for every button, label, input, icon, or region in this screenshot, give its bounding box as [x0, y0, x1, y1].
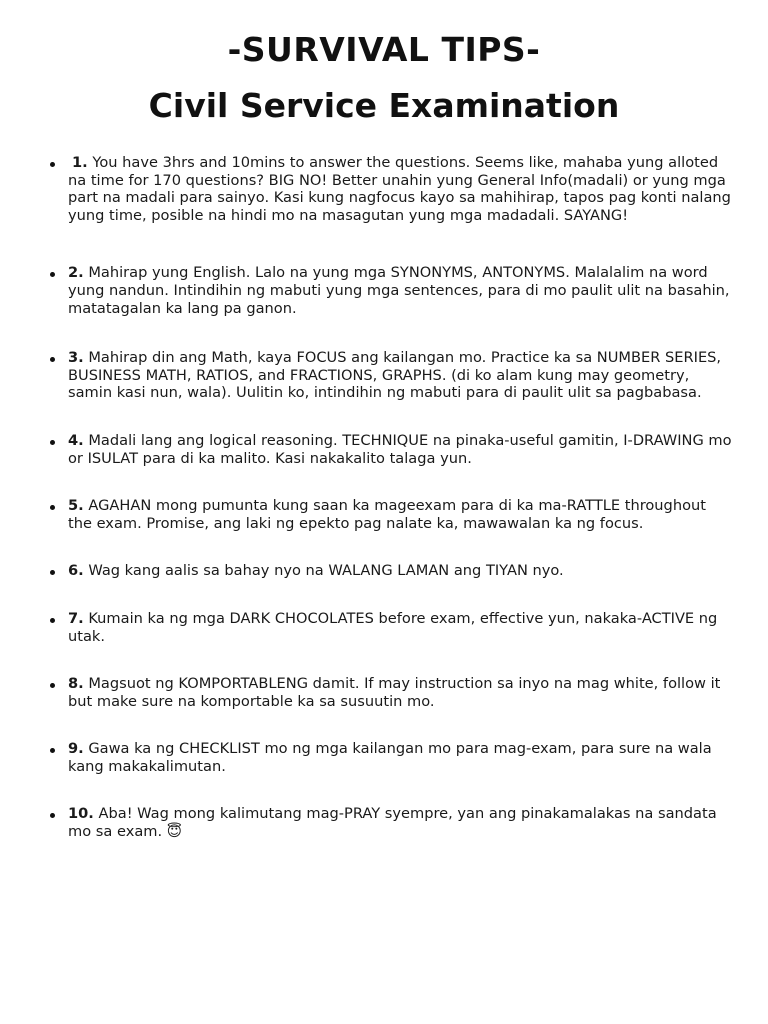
bullet-icon	[50, 505, 55, 510]
tip-text: Mahirap din ang Math, kaya FOCUS ang kailangan mo. Practice ka sa NUMBER SERIES, BUSINESS MATH, RATIOS, and FRACTIONS, GRAPHS. (di ko alam kung may geometry, samin kasi nun, wala). Uulitin ko, intindihin ng mabuti para di paulit ulit sa pagbabasa.	[68, 349, 722, 402]
tip-text: Mahirap yung English. Lalo na yung mga SYNONYMS, ANTONYMS. Malalalim na word yung nandun. Intindihin ng mabuti yung mga sentences, para di mo paulit ulit na basahin, matatagalan ka lang pa ganon.	[68, 264, 730, 317]
list-item	[0, 805, 768, 840]
tip-number: 3.	[68, 349, 84, 367]
page-subtitle: Civil Service Examination	[148, 86, 620, 125]
bullet-icon	[50, 618, 55, 623]
tip-number: 5.	[68, 497, 84, 515]
list-item	[0, 432, 768, 467]
bullet-icon	[50, 570, 55, 575]
page-title: -SURVIVAL TIPS-	[227, 30, 541, 69]
bullet-icon	[50, 440, 55, 445]
tip-text: AGAHAN mong pumunta kung saan ka mageexam para di ka ma-RATTLE throughout the exam. Promise, ang laki ng epekto pag nalate ka, mawawalan ka ng focus.	[68, 497, 706, 532]
tip-number: 4.	[68, 431, 84, 449]
tip-text: Gawa ka ng CHECKLIST mo ng mga kailangan mo para mag-exam, para sure na wala kang makakalimutan.	[68, 740, 712, 775]
list-item	[0, 154, 768, 224]
list-item	[0, 740, 768, 775]
bullet-icon	[50, 272, 55, 277]
tip-number: 1.	[72, 154, 88, 171]
bullet-icon	[50, 683, 55, 688]
tip-text: You have 3hrs and 10mins to answer the questions. Seems like, mahaba yung alloted na time for 170 questions? BIG NO! Better unahin yung General Info(madali) or yung mga part na madali para sainyo. Kasi kung nagfocus kayo sa mahihirap, tapos pag konti nalang yung time, posible na hindi mo na masagutan yung mga madadali. SAYANG!	[68, 154, 731, 224]
list-item	[0, 562, 768, 580]
list-item	[0, 675, 768, 710]
tip-number: 9.	[68, 740, 84, 758]
bullet-icon	[50, 162, 55, 167]
bullet-icon	[50, 748, 55, 753]
tips-list	[0, 154, 768, 841]
tip-number: 7.	[68, 609, 84, 627]
tip-text: Kumain ka ng mga DARK CHOCOLATES before exam, effective yun, nakaka-ACTIVE ng utak.	[68, 609, 718, 645]
bullet-icon	[50, 357, 55, 362]
bullet-icon	[50, 813, 55, 818]
tip-text: Wag kang aalis sa bahay nyo na WALANG LAMAN ang TIYAN nyo.	[88, 562, 564, 580]
tip-text: Madali lang ang logical reasoning. TECHNIQUE na pinaka-useful gamitin, I-DRAWING mo or ISULAT para di ka malito. Kasi nakakalito talaga yun.	[68, 431, 732, 467]
tip-number: 10.	[68, 805, 94, 823]
tip-text: Aba! Wag mong kalimutang mag-PRAY syempre, yan ang pinakamalakas na sandata mo sa exam. 😇	[68, 805, 717, 841]
list-item	[0, 610, 768, 645]
list-item	[0, 349, 768, 402]
tip-text: Magsuot ng KOMPORTABLENG damit. If may instruction sa inyo na mag white, follow it but make sure na komportable ka sa susuutin mo.	[68, 675, 721, 710]
tip-number: 6.	[68, 562, 84, 580]
tip-number: 8.	[68, 675, 84, 693]
list-item	[0, 497, 768, 532]
list-item	[0, 264, 768, 317]
tip-number: 2.	[68, 264, 84, 282]
